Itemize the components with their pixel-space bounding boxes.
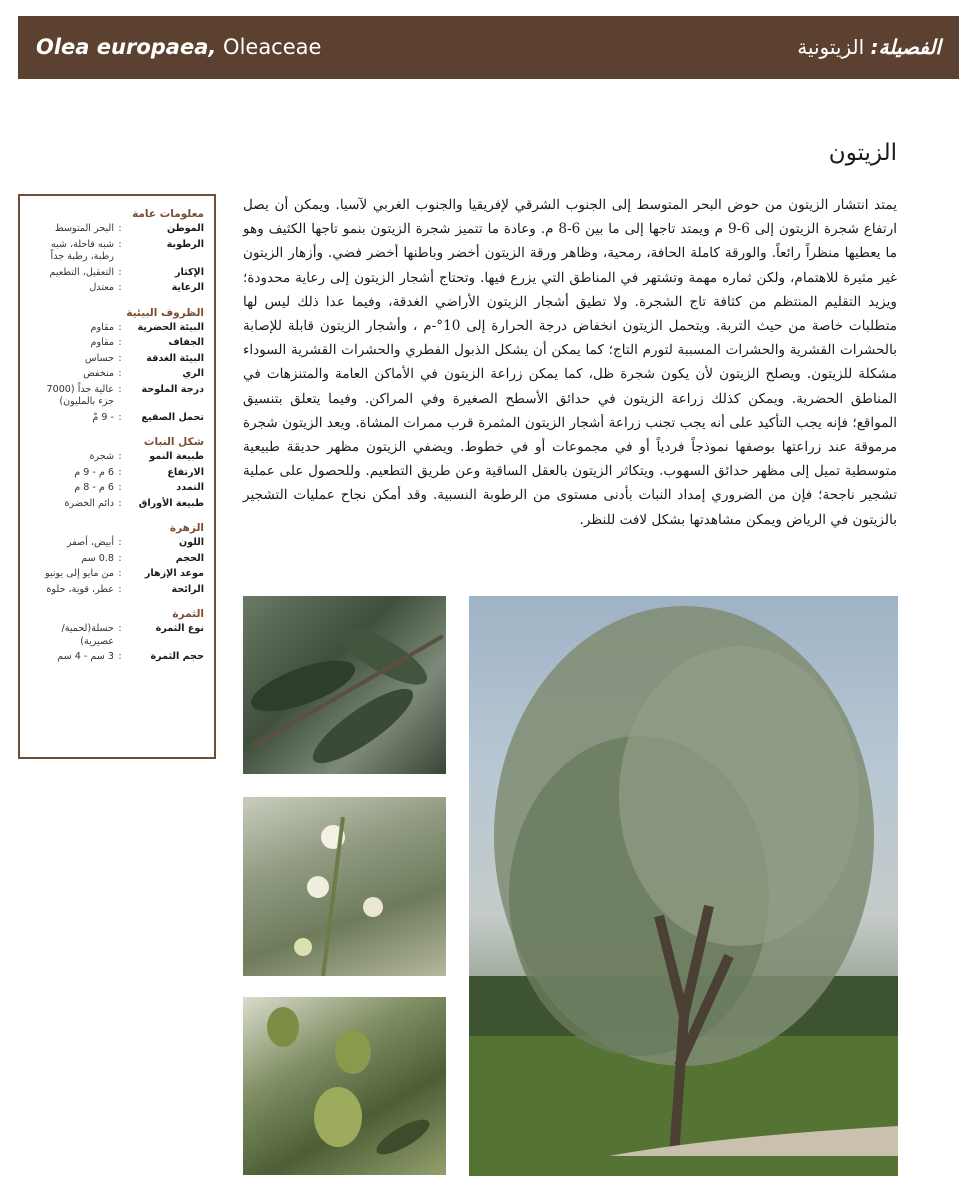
info-key: الري <box>182 368 204 379</box>
info-row <box>30 267 204 280</box>
info-key: نوع الثمرة <box>155 623 204 634</box>
info-row <box>30 623 204 648</box>
info-row <box>30 337 204 350</box>
info-row <box>30 223 204 236</box>
header-band <box>18 16 959 79</box>
info-key: الارتفاع <box>167 466 204 478</box>
info-colon: : <box>118 383 122 395</box>
info-key: الرائحة <box>171 583 204 595</box>
info-row <box>30 482 204 495</box>
info-colon: : <box>118 537 122 548</box>
info-value: 6 م - 9 م <box>74 466 114 478</box>
family-latin: Oleaceae <box>216 35 322 59</box>
info-colon: : <box>118 482 122 493</box>
info-value: حسلة(لحمية/عصيرية) <box>61 623 114 647</box>
info-row <box>30 384 204 409</box>
info-key: الرطوبة <box>166 238 204 250</box>
info-colon: : <box>118 368 122 379</box>
info-key: طبيعة الأوراق <box>138 497 204 509</box>
info-row <box>30 498 204 511</box>
info-row <box>30 368 204 381</box>
olive-flowers-photo <box>243 797 446 976</box>
info-colon: : <box>118 411 122 423</box>
info-colon: : <box>118 552 122 564</box>
info-key: الرعاية <box>171 282 204 293</box>
info-value: مقاوم <box>90 321 114 333</box>
info-colon: : <box>118 651 122 662</box>
info-row <box>30 239 204 264</box>
info-row <box>30 412 204 425</box>
info-key: الجفاف <box>168 337 204 348</box>
info-value: منخفض <box>83 368 114 379</box>
info-value: من مايو إلى يونيو <box>44 568 114 579</box>
family-name: الزيتونية <box>797 35 871 59</box>
info-value: أبيض، أصفر <box>66 537 114 548</box>
olive-tree-photo <box>469 596 898 1176</box>
info-row <box>30 282 204 295</box>
info-colon: : <box>118 223 122 234</box>
info-key: البيئة الحضرية <box>137 321 204 333</box>
family-label: الفصيلة: <box>870 35 941 59</box>
leaves-illustration <box>243 596 446 774</box>
info-value: معتدل <box>89 282 114 293</box>
info-row <box>30 568 204 581</box>
info-value: - 9 مْ <box>92 411 114 423</box>
info-colon: : <box>118 266 122 278</box>
flowers-illustration <box>243 797 446 976</box>
scientific-name <box>36 16 321 79</box>
description-paragraph: يمتد انتشار الزيتون من حوض البحر المتوسط إلى الجنوب الشرقي لإفريقيا والجنوب الغربي لآسيا. ويمكن أن يصل ارتفاع شجرة الزيتون إلى 6-9 م ويمتد تاجها إلى ما بين 6-8 م. وعادة ما تتميز شجرة الزيتون بنمو تاجها الكثيف وهو ما يعطيها منظراً رائعاً. والورقة كاملة الحافة، رمحية، وظاهر ورقة الزيتون أخضر وباطنها أخضر فضي. وأزهار الزيتون غير مثيرة للاهتمام، ولكن ثماره مهمة وتشتهر في المناطق التي يزرع فيها. وتحتاج أشجار الزيتون إلى رعاية محدودة؛ ويزيد التقليم المنتظم من كثافة تاج الشجرة. ولا تطيق أشجار الزيتون الأراضي الغدقة، وفيما عدا ذلك ليس لها متطلبات خاصة من حيث التربة. ويتحمل الزيتون انخفاض درجة الحرارة إلى 10°-م ، وأشجار الزيتون قابلة للإصابة بالحشرات القشرية والحشرات المسببة لتورم التاج؛ كما يمكن أن يشكل الذبول الفطري والحشرات القشرية السوداء مشكلة للزيتون. ويصلح الزيتون لأن يكون شجرة ظل، كما يمكن زراعة الزيتون في الأماكن العامة والمتنزهات في المناطق الحضرية. ويمكن كذلك زراعة الزيتون في حدائق الأسطح الصغيرة وفي المراكن. وفيما يتعلق بتنسيق المواقع؛ فإنه يجب التأكيد على أنه يجب تجنب زراعة أشجار الزيتون المثمرة قرب ممرات المشاة. ويعد الزيتون شجرة مرموقة عند زراعتها بوصفها نموذجاً فردياً أو في مجموعات أو في خطوط. ويضفي الزيتون مظهر حديقة طبيعية متوسطية تميل إلى مظهر حدائق السهوب. ويتكاثر الزيتون بالعقل الساقية وعن طريق التطعيم. وللحصول على عملية تشجير ناجحة؛ فإن من الضروري إمداد النبات بأدنى مستوى من الرطوبة النسبية. وقد أمكن نجاح عمليات التشجير بالزيتون في الرياض ويمكن مشاهدتها بشكل لافت للنظر. <box>243 197 897 528</box>
info-row <box>30 451 204 464</box>
info-value: شبه قاحلة، شبه رطبة، رطبة جداً <box>50 238 114 262</box>
olive-leaves-photo <box>243 596 446 774</box>
info-value: مقاوم <box>90 337 114 348</box>
info-key: اللون <box>178 537 204 548</box>
info-key: تحمل الصقيع <box>141 411 204 423</box>
info-row <box>30 537 204 550</box>
info-key: الإكثار <box>174 266 204 278</box>
info-row <box>30 467 204 480</box>
info-key: حجم الثمرة <box>150 651 204 662</box>
info-value: دائم الخضرة <box>64 497 114 509</box>
info-section-heading: الظروف البيئية <box>126 306 204 319</box>
info-colon: : <box>118 497 122 509</box>
info-colon: : <box>118 466 122 478</box>
info-row <box>30 584 204 597</box>
info-row <box>30 322 204 335</box>
info-colon: : <box>118 282 122 293</box>
info-colon: : <box>118 352 122 364</box>
info-row <box>30 353 204 366</box>
info-key: الحجم <box>175 552 204 564</box>
info-key: الموطن <box>166 223 204 234</box>
info-row <box>30 553 204 566</box>
info-section-heading: معلومات عامة <box>132 208 204 220</box>
info-colon: : <box>118 583 122 595</box>
info-colon: : <box>118 568 122 579</box>
page-title: الزيتون <box>828 140 897 166</box>
species-name: Olea europaea, <box>36 35 217 59</box>
family-arabic <box>797 16 941 79</box>
info-key: طبيعة النمو <box>149 451 204 462</box>
info-value: البحر المتوسط <box>54 223 114 234</box>
plant-info-box <box>18 194 216 759</box>
info-value: عالية جداً (7000 جزء بالمليون) <box>46 383 114 407</box>
info-value: شجرة <box>89 451 114 462</box>
info-colon: : <box>118 451 122 462</box>
info-value: عطر، قوية، حلوة <box>46 583 114 595</box>
info-section-heading: شكل النبات <box>143 436 204 448</box>
info-key: التمدد <box>176 482 204 493</box>
olive-tree-illustration <box>469 596 898 1176</box>
info-value: 6 م - 8 م <box>74 482 114 493</box>
info-key: البيئة الغدقة <box>146 352 204 364</box>
info-value: 3 سم - 4 سم <box>57 651 114 662</box>
info-colon: : <box>118 337 122 348</box>
info-section-heading: الثمرة <box>172 608 204 620</box>
info-value: التعقيل، التطعيم <box>49 266 114 278</box>
info-key: درجة الملوحة <box>141 383 204 395</box>
info-colon: : <box>118 623 122 634</box>
info-value: 0.8 سم <box>81 552 114 564</box>
info-key: موعد الإزهار <box>144 568 204 579</box>
info-row <box>30 651 204 664</box>
fruits-illustration <box>243 997 446 1175</box>
info-value: حساس <box>84 352 114 364</box>
info-colon: : <box>118 321 122 333</box>
olive-fruits-photo <box>243 997 446 1175</box>
info-section-heading: الزهرة <box>169 522 204 534</box>
info-colon: : <box>118 238 122 250</box>
